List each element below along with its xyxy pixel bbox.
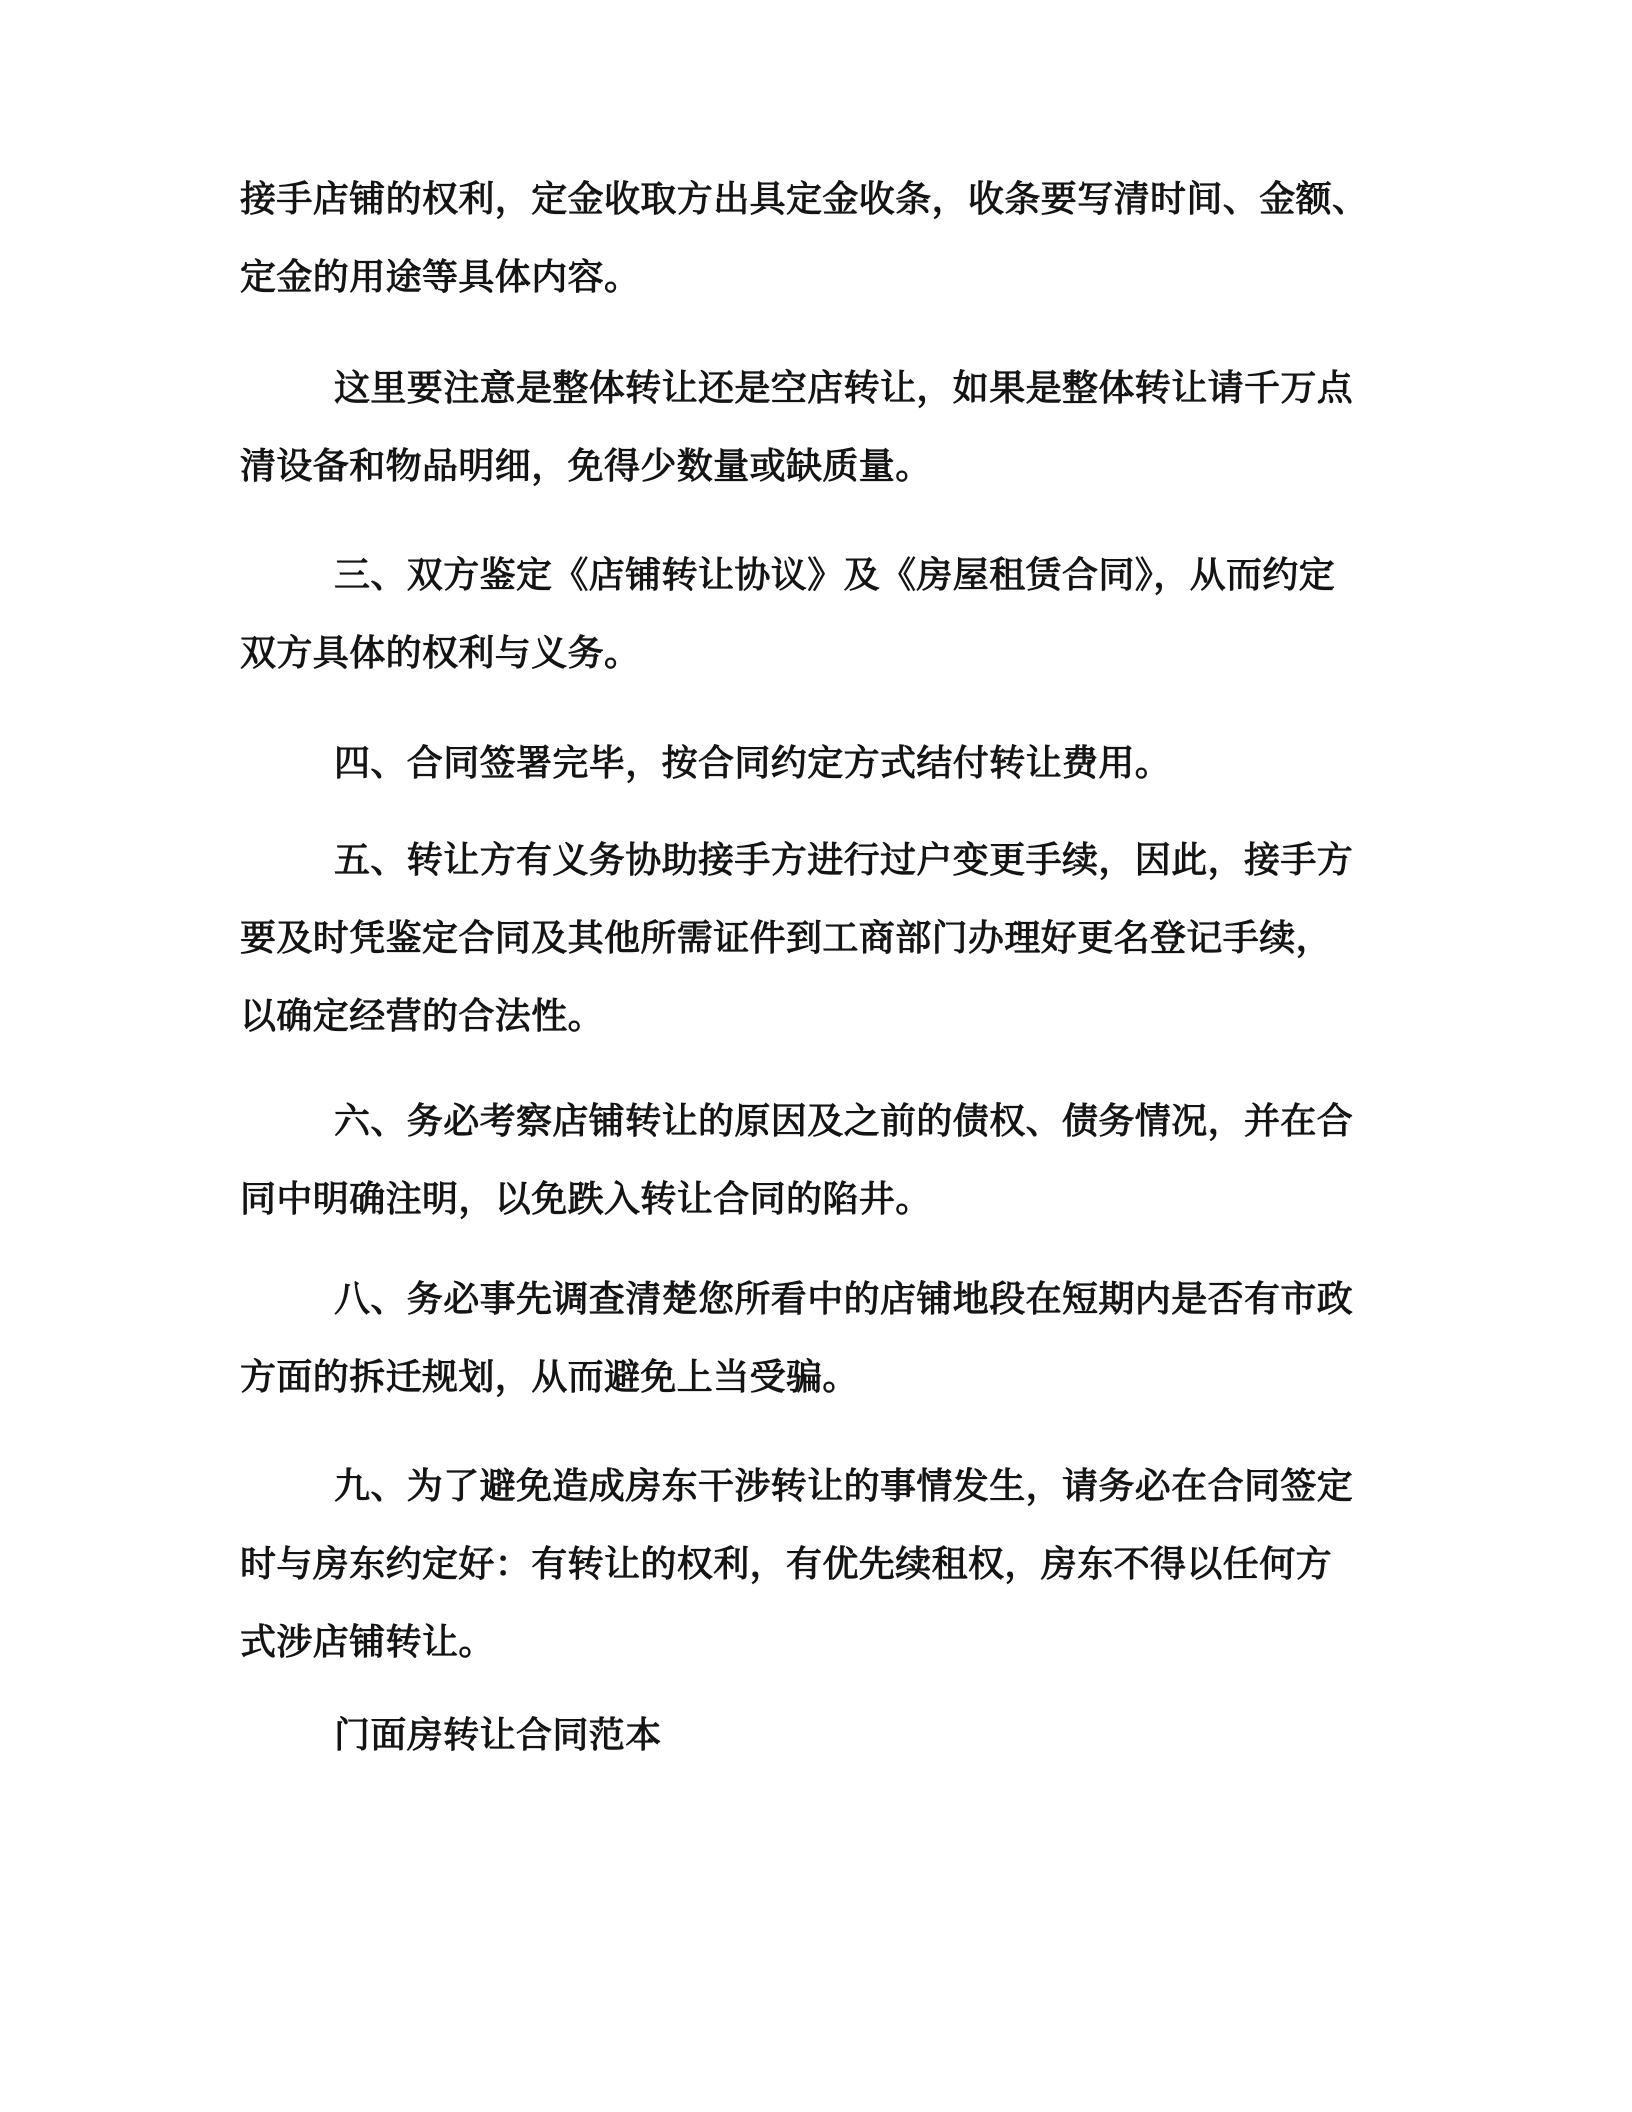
text-line: 清设备和物品明细，免得少数量或缺质量。 — [240, 446, 932, 487]
paragraph-eight-demolition — [240, 1261, 1400, 1417]
text-line: 式涉店铺转让。 — [240, 1622, 495, 1663]
paragraph-nine-landlord — [240, 1448, 1400, 1682]
text-line: 双方具体的权利与义务。 — [240, 633, 641, 674]
text-line: 三、双方鉴定《店铺转让协议》及《房屋租赁合同》，从而约定 — [334, 555, 1336, 596]
paragraph-whole-or-empty — [240, 350, 1400, 506]
text-line: 六、务必考察店铺转让的原因及之前的债权、债务情况，并在合 — [334, 1101, 1354, 1142]
paragraph-four-payment — [240, 725, 1400, 803]
paragraph-five-transfer-procedures — [240, 822, 1400, 1056]
text-line: 要及时凭鉴定合同及其他所需证件到工商部门办理好更名登记手续， — [240, 918, 1333, 959]
text-line: 五、转让方有义务协助接手方进行过户变更手续，因此，接手方 — [334, 840, 1354, 881]
text-line: 八、务必事先调查清楚您所看中的店铺地段在短期内是否有市政 — [334, 1279, 1354, 1320]
text-line: 这里要注意是整体转让还是空店转让，如果是整体转让请千万点 — [334, 368, 1354, 409]
text-line: 时与房东约定好：有转让的权利，有优先续租权，房东不得以任何方 — [240, 1544, 1333, 1585]
text-line: 门面房转让合同范本 — [334, 1715, 662, 1756]
text-line: 四、合同签署完毕，按合同约定方式结付转让费用。 — [334, 743, 1172, 784]
text-line: 九、为了避免造成房东干涉转让的事情发生，请务必在合同签定 — [334, 1466, 1354, 1507]
paragraph-deposit-continued — [240, 161, 1400, 317]
paragraph-three-agreement — [240, 537, 1400, 693]
text-line: 接手店铺的权利，定金收取方出具定金收条，收条要写清时间、金额、 — [240, 179, 1369, 220]
text-line: 方面的拆迁规划，从而避免上当受骗。 — [240, 1357, 859, 1398]
text-line: 以确定经营的合法性。 — [240, 996, 605, 1037]
section-title-template — [240, 1697, 1400, 1775]
paragraph-six-debts — [240, 1083, 1400, 1239]
text-line: 同中明确注明，以免跌入转让合同的陷井。 — [240, 1179, 932, 1220]
text-line: 定金的用途等具体内容。 — [240, 257, 641, 298]
